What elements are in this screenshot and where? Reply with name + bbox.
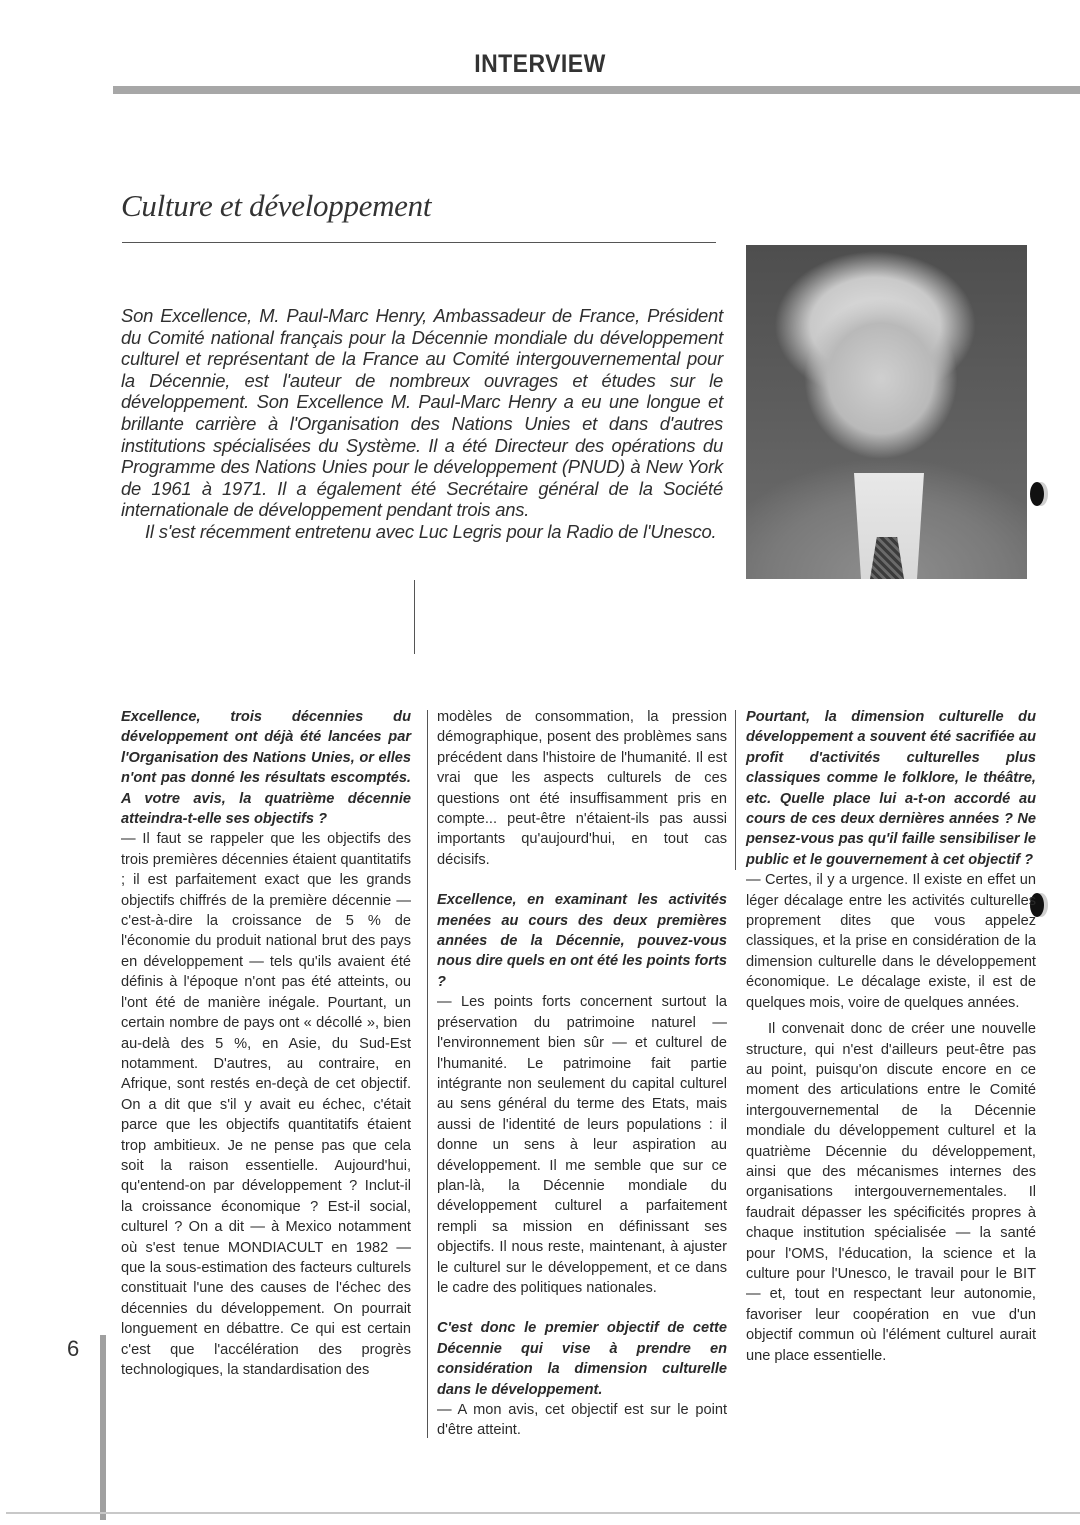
bottom-rule	[6, 1512, 1080, 1514]
interview-answer: — Les points forts concernent surtout la préservation du patrimoine naturel — l'environnement bien sûr — et culturel de l'humanité. Le patrimoine fait partie intégrante non seulement du capital culturel au sens général du terme des Etats, mais aussi de l'identité de leurs populations : il donne un sens à leur aspiration au développement. Il me semble que sur ce plan-là, la Décennie mondiale du développement culturel a parfaitement rempli sa mission en définissant ses objectifs. Il nous reste, maintenant, à ajuster le culturel sur le développement, et ce dans le cadre des politiques nationales.	[437, 994, 727, 1296]
section-label: INTERVIEW	[474, 50, 606, 78]
title-rule	[122, 242, 716, 243]
column-divider	[414, 580, 415, 654]
column-2	[437, 707, 727, 1441]
header-bar	[113, 86, 1080, 94]
interview-question: Excellence, trois décennies du développement ont déjà été lancées par l'Organisation des Nations Unies, or elles n'ont pas donné les résultats escomptés. A votre avis, la quatrième décennie atteindra-t-elle ses objectifs ?	[121, 709, 411, 828]
interview-answer: — Certes, il y a urgence. Il existe en effet un léger décalage entre les activités culturelles proprement dites que vous appelez classiques, et la prise en considération de la dimension culturelle dans le développement économique. Le décalage existe, il est de quelques mois, voire de quelques années.	[746, 872, 1036, 1011]
interview-answer: modèles de consommation, la pression démographique, posent des problèmes sans précédent dans l'histoire de l'humanité. Il est vrai que les aspects culturels de ces questions ont été insuffisamment pris en compte... peut-être n'étaient-ils pas aussi importants qu'aujourd'hui, en tout cas décisifs.	[437, 709, 727, 868]
column-divider	[427, 710, 428, 1438]
portrait-photo	[746, 245, 1027, 579]
page-number: 6	[67, 1336, 80, 1361]
margin-bar	[100, 1335, 106, 1520]
interview-question: Excellence, en examinant les activités menées au cours des deux premières années de la Décennie, pouvez-vous nous dire quels en ont été les points forts ?	[437, 892, 727, 990]
intro-paragraph: Son Excellence, M. Paul-Marc Henry, Ambassadeur de France, Président du Comité national français pour la Décennie mondiale du développement culturel et représentant de la France au Comité intergouvernemental pour la Décennie, est l'auteur de nombreux ouvrages et études sur le développement. Son Excellence M. Paul-Marc Henry a eu une longue et brillante carrière à l'Organisation des Nations Unies et dans d'autres institutions spécialisées du Système. Il a été Directeur des opérations du Programme des Nations Unies pour le développement (PNUD) à New York de 1961 à 1971. Il a également été Secrétaire général de la Société internationale de développement pendant trois ans.	[121, 305, 723, 521]
interview-question: Pourtant, la dimension culturelle du développement a souvent été sacrifiée au profit d'activités culturelles plus classiques comme le folklore, le théâtre, etc. Quelle place lui a-t-on accordé au cours de ces deux dernières années ? Ne pensez-vous pas qu'il faille sensibiliser le public et le gouvernement à cet objectif ?	[746, 709, 1036, 868]
column-1	[121, 707, 411, 1380]
interview-answer: Il convenait donc de créer une nouvelle structure, qui n'est d'ailleurs peut-être pas au point, puisqu'on discute encore en ce moment des articulations entre le Comité intergouvernemental de la Décennie mondiale du développement culturel et la quatrième Décennie du développement, ainsi que des mécanismes internes des organisations intergouvernementales. Il faudrait dépasser les spécificités propres à chaque institution spécialisée — la santé pour l'OMS, l'éducation, la science et la culture pour l'Unesco, le travail pour le BIT — et, tout en respectant leur autonomie, favoriser leur coopération en vue d'un objectif commun où l'élément culturel aurait une place essentielle.	[746, 1021, 1036, 1364]
article-intro	[121, 305, 723, 543]
interview-answer: — A mon avis, cet objectif est sur le point d'être atteint.	[437, 1402, 727, 1439]
article-title: Culture et développement	[121, 188, 432, 223]
binder-hole-icon	[1030, 482, 1044, 506]
interview-question: C'est donc le premier objectif de cette Décennie qui vise à prendre en considération la dimension culturelle dans le développement.	[437, 1320, 727, 1398]
column-3	[746, 707, 1036, 1366]
intro-paragraph: Il s'est récemment entretenu avec Luc Legris pour la Radio de l'Unesco.	[145, 520, 717, 542]
interview-answer: — Il faut se rappeler que les objectifs des trois premières décennies étaient quantitatifs ; il est parfaitement exact que les grands objectifs chiffrés de la première décennie — c'est-à-dire la croissance de 5 % de l'économie du produit national brut des pays en développement — tels qu'ils avaient été définis à l'époque n'ont pas été atteints, ou l'ont été de manière inégale. Pourtant, un certain nombre de pays ont « décollé », bien au-delà des 5 %, en Asie, du Sud-Est notamment. D'autres, au contraire, en Afrique, sont restés en-deçà de cet objectif. On a dit que s'il y avait eu échec, c'était parce que les objectifs quantitatifs étaient trop ambitieux. Je ne pense pas que cela soit la raison essentielle. Aujourd'hui, qu'entend-on par développement ? Inclut-il la croissance économique ? Est-il social, culturel ? On a dit — à Mexico notamment où s'est tenue MONDIACULT en 1982 — que la sous-estimation des facteurs culturels constituait l'une des causes de l'échec des décennies du développement. On pourrait longuement en débattre. Ce qui est certain c'est que l'accélération des progrès technologiques, la standardisation des	[121, 831, 411, 1378]
column-divider	[735, 710, 736, 870]
